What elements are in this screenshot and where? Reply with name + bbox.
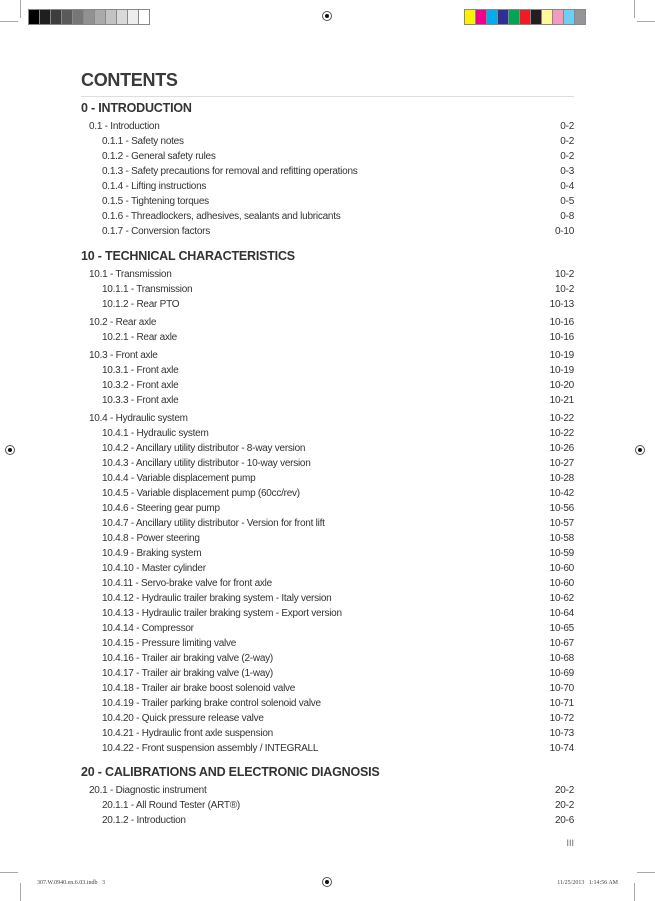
entry-label: 20.1 - Diagnostic instrument bbox=[89, 785, 207, 796]
entry-page: 0-2 bbox=[560, 151, 574, 162]
entry-label: 10.1.2 - Rear PTO bbox=[102, 298, 180, 310]
entry-label: 0.1.6 - Threadlockers, adhesives, sealants and lubricants bbox=[102, 211, 341, 222]
entry-label: 10.4.21 - Hydraulic front axle suspension bbox=[102, 727, 273, 739]
color-swatch bbox=[40, 10, 51, 24]
color-swatch bbox=[51, 10, 62, 24]
crop-mark bbox=[634, 0, 635, 18]
entry-label: 10.4.15 - Pressure limiting valve bbox=[102, 637, 237, 649]
color-swatch bbox=[84, 10, 95, 24]
entry-page: 10-22 bbox=[549, 412, 574, 424]
toc-subentry[interactable] bbox=[81, 456, 574, 471]
toc-subentry[interactable] bbox=[81, 194, 574, 209]
toc-subentry[interactable] bbox=[81, 224, 574, 239]
entry-page: 10-67 bbox=[549, 637, 574, 649]
entry-label: 10.2.1 - Rear axle bbox=[102, 331, 177, 343]
toc-subentry[interactable] bbox=[81, 591, 574, 606]
toc-entry[interactable] bbox=[81, 267, 574, 282]
entry-page: 0-5 bbox=[560, 196, 574, 207]
entry-page: 10-70 bbox=[549, 682, 574, 694]
entry-label: 10.3.3 - Front axle bbox=[102, 394, 179, 406]
toc-subentry[interactable] bbox=[81, 471, 574, 486]
entry-page: 10-16 bbox=[549, 316, 574, 328]
entry-label: 10.4.3 - Ancillary utility distributor - 10-way version bbox=[102, 457, 311, 469]
toc-subentry[interactable] bbox=[81, 441, 574, 456]
entry-label: 10.4.10 - Master cylinder bbox=[102, 562, 206, 574]
entry-page: 10-64 bbox=[549, 607, 574, 619]
entry-page: 10-68 bbox=[549, 652, 574, 664]
entry-label: 0.1 - Introduction bbox=[89, 121, 160, 132]
color-swatch bbox=[465, 10, 476, 24]
entry-page: 10-59 bbox=[549, 547, 574, 559]
entry-label: 10.4.8 - Power steering bbox=[102, 532, 200, 544]
crop-mark bbox=[637, 21, 655, 22]
entry-label: 10.4.7 - Ancillary utility distributor - Version for front lift bbox=[102, 517, 325, 529]
entry-label: 10.4.13 - Hydraulic trailer braking system - Export version bbox=[102, 607, 342, 619]
entry-page: 10-20 bbox=[549, 379, 574, 391]
toc-subentry[interactable] bbox=[81, 426, 574, 441]
entry-page: 20-6 bbox=[554, 815, 574, 826]
toc-subentry[interactable] bbox=[81, 636, 574, 651]
color-swatch bbox=[62, 10, 73, 24]
entry-label: 10.4.14 - Compressor bbox=[102, 622, 194, 634]
entry-page: 10-2 bbox=[554, 283, 574, 295]
entry-page: 10-69 bbox=[549, 667, 574, 679]
color-bar bbox=[464, 9, 586, 25]
entry-label: 0.1.2 - General safety rules bbox=[102, 151, 216, 162]
entry-label: 20.1.1 - All Round Tester (ART®) bbox=[102, 800, 240, 811]
color-swatch bbox=[73, 10, 84, 24]
entry-label: 10.4.19 - Trailer parking brake control solenoid valve bbox=[102, 697, 321, 709]
toc-subentry[interactable] bbox=[81, 282, 574, 297]
toc-subentry[interactable] bbox=[81, 741, 574, 756]
title-divider bbox=[81, 96, 574, 97]
footer-timestamp: 11/25/2013 1:14:56 AM bbox=[557, 880, 618, 886]
toc-group bbox=[81, 411, 574, 756]
entry-page: 10-72 bbox=[549, 712, 574, 724]
toc-subentry[interactable] bbox=[81, 179, 574, 194]
toc-subentry[interactable] bbox=[81, 798, 574, 813]
page-number: III bbox=[566, 838, 574, 848]
entry-page: 10-65 bbox=[549, 622, 574, 634]
entry-page: 0-2 bbox=[560, 136, 574, 147]
color-swatch bbox=[95, 10, 106, 24]
footer-filename: 307.W.0940.en.6.03.indb 3 bbox=[37, 880, 105, 886]
toc-entry[interactable] bbox=[81, 119, 574, 134]
toc-subentry[interactable] bbox=[81, 531, 574, 546]
entry-label: 10.3.2 - Front axle bbox=[102, 379, 179, 391]
toc-subentry[interactable] bbox=[81, 297, 574, 312]
crop-mark bbox=[634, 883, 635, 901]
crop-mark bbox=[20, 0, 21, 18]
toc-subentry[interactable] bbox=[81, 393, 574, 408]
grayscale-bar bbox=[28, 9, 150, 25]
entry-page: 0-2 bbox=[560, 121, 574, 132]
entry-label: 10.4.16 - Trailer air braking valve (2-way) bbox=[102, 652, 273, 664]
entry-page: 10-42 bbox=[549, 487, 574, 499]
registration-mark-icon bbox=[322, 11, 332, 21]
entry-label: 10.4.6 - Steering gear pump bbox=[102, 502, 220, 514]
entry-label: 10.2 - Rear axle bbox=[89, 316, 157, 328]
entry-label: 10.4.20 - Quick pressure release valve bbox=[102, 712, 264, 724]
crop-mark bbox=[0, 21, 18, 22]
toc-entry[interactable] bbox=[81, 411, 574, 426]
entry-page: 10-57 bbox=[549, 517, 574, 529]
toc-entry[interactable] bbox=[81, 315, 574, 330]
toc-group bbox=[81, 783, 574, 828]
toc-entry[interactable] bbox=[81, 348, 574, 363]
color-swatch bbox=[509, 10, 520, 24]
entry-page: 10-19 bbox=[549, 349, 574, 361]
entry-label: 10.4.4 - Variable displacement pump bbox=[102, 472, 256, 484]
entry-page: 0-8 bbox=[560, 211, 574, 222]
entry-page: 10-19 bbox=[549, 364, 574, 376]
entry-page: 10-16 bbox=[549, 331, 574, 343]
entry-page: 0-4 bbox=[560, 181, 574, 192]
registration-mark-icon bbox=[635, 445, 645, 455]
entry-page: 10-60 bbox=[549, 562, 574, 574]
toc-entry[interactable] bbox=[81, 783, 574, 798]
entry-label: 10.1 - Transmission bbox=[89, 268, 172, 280]
registration-mark-icon bbox=[322, 877, 332, 887]
color-swatch bbox=[531, 10, 542, 24]
toc-group bbox=[81, 348, 574, 408]
toc-subentry[interactable] bbox=[81, 378, 574, 393]
toc-subentry[interactable] bbox=[81, 681, 574, 696]
crop-mark bbox=[637, 872, 655, 873]
crop-mark bbox=[0, 872, 18, 873]
color-swatch bbox=[575, 10, 585, 24]
entry-label: 0.1.4 - Lifting instructions bbox=[102, 181, 207, 192]
entry-label: 10.4.22 - Front suspension assembly / INTEGRALL bbox=[102, 742, 319, 754]
toc-subentry[interactable] bbox=[81, 711, 574, 726]
entry-page: 0-3 bbox=[560, 166, 574, 177]
entry-page: 10-13 bbox=[549, 298, 574, 310]
entry-label: 0.1.7 - Conversion factors bbox=[102, 226, 210, 237]
toc-subentry[interactable] bbox=[81, 164, 574, 179]
entry-page: 20-2 bbox=[554, 800, 574, 811]
entry-page: 0-10 bbox=[554, 226, 574, 237]
entry-label: 10.3 - Front axle bbox=[89, 349, 158, 361]
color-swatch bbox=[139, 10, 149, 24]
page-title: CONTENTS bbox=[81, 70, 178, 90]
section-heading[interactable]: 0 - INTRODUCTION bbox=[81, 101, 192, 115]
entry-label: 0.1.1 - Safety notes bbox=[102, 136, 184, 147]
entry-page: 10-56 bbox=[549, 502, 574, 514]
toc-group bbox=[81, 315, 574, 345]
toc-subentry[interactable] bbox=[81, 576, 574, 591]
color-swatch bbox=[106, 10, 117, 24]
color-swatch bbox=[29, 10, 40, 24]
entry-label: 10.4.17 - Trailer air braking valve (1-way) bbox=[102, 667, 273, 679]
table-of-contents bbox=[81, 99, 574, 828]
toc-subentry[interactable] bbox=[81, 516, 574, 531]
entry-page: 10-26 bbox=[549, 442, 574, 454]
color-swatch bbox=[476, 10, 487, 24]
color-swatch bbox=[520, 10, 531, 24]
entry-label: 10.1.1 - Transmission bbox=[102, 283, 193, 295]
entry-page: 10-27 bbox=[549, 457, 574, 469]
section-heading[interactable]: 10 - TECHNICAL CHARACTERISTICS bbox=[81, 248, 295, 263]
entry-page: 10-28 bbox=[549, 472, 574, 484]
toc-subentry[interactable] bbox=[81, 621, 574, 636]
toc-group bbox=[81, 119, 574, 239]
entry-page: 10-2 bbox=[554, 268, 574, 280]
entry-label: 10.3.1 - Front axle bbox=[102, 364, 179, 376]
toc-subentry[interactable] bbox=[81, 149, 574, 164]
toc-subentry[interactable] bbox=[81, 696, 574, 711]
entry-label: 10.4 - Hydraulic system bbox=[89, 412, 188, 424]
toc-subentry[interactable] bbox=[81, 134, 574, 149]
entry-page: 10-22 bbox=[549, 427, 574, 439]
entry-label: 10.4.5 - Variable displacement pump (60cc/rev) bbox=[102, 487, 300, 499]
entry-label: 10.4.11 - Servo-brake valve for front axle bbox=[102, 577, 272, 589]
entry-page: 10-58 bbox=[549, 532, 574, 544]
entry-label: 10.4.2 - Ancillary utility distributor - 8-way version bbox=[102, 442, 306, 454]
toc-subentry[interactable] bbox=[81, 726, 574, 741]
toc-subentry[interactable] bbox=[81, 209, 574, 224]
entry-label: 0.1.5 - Tightening torques bbox=[102, 196, 209, 207]
toc-subentry[interactable] bbox=[81, 651, 574, 666]
color-swatch bbox=[117, 10, 128, 24]
entry-label: 10.4.9 - Braking system bbox=[102, 547, 202, 559]
entry-label: 10.4.18 - Trailer air brake boost solenoid valve bbox=[102, 682, 296, 694]
toc-subentry[interactable] bbox=[81, 606, 574, 621]
entry-page: 20-2 bbox=[554, 785, 574, 796]
color-swatch bbox=[128, 10, 139, 24]
toc-subentry[interactable] bbox=[81, 813, 574, 828]
entry-page: 10-74 bbox=[549, 742, 574, 754]
color-swatch bbox=[542, 10, 553, 24]
entry-page: 10-62 bbox=[549, 592, 574, 604]
entry-page: 10-60 bbox=[549, 577, 574, 589]
entry-label: 20.1.2 - Introduction bbox=[102, 815, 186, 826]
entry-page: 10-71 bbox=[549, 697, 574, 709]
color-swatch bbox=[498, 10, 509, 24]
color-swatch bbox=[487, 10, 498, 24]
toc-subentry[interactable] bbox=[81, 486, 574, 501]
toc-subentry[interactable] bbox=[81, 546, 574, 561]
registration-mark-icon bbox=[5, 445, 15, 455]
entry-page: 10-73 bbox=[549, 727, 574, 739]
section-heading[interactable]: 20 - CALIBRATIONS AND ELECTRONIC DIAGNOSIS bbox=[81, 765, 380, 779]
entry-label: 10.4.1 - Hydraulic system bbox=[102, 427, 209, 439]
toc-subentry[interactable] bbox=[81, 501, 574, 516]
toc-subentry[interactable] bbox=[81, 561, 574, 576]
toc-subentry[interactable] bbox=[81, 666, 574, 681]
entry-label: 10.4.12 - Hydraulic trailer braking system - Italy version bbox=[102, 592, 332, 604]
entry-label: 0.1.3 - Safety precautions for removal and refitting operations bbox=[102, 166, 358, 177]
toc-group bbox=[81, 267, 574, 312]
toc-subentry[interactable] bbox=[81, 363, 574, 378]
crop-mark bbox=[20, 883, 21, 901]
color-swatch bbox=[553, 10, 564, 24]
entry-page: 10-21 bbox=[549, 394, 574, 406]
toc-subentry[interactable] bbox=[81, 330, 574, 345]
color-swatch bbox=[564, 10, 575, 24]
